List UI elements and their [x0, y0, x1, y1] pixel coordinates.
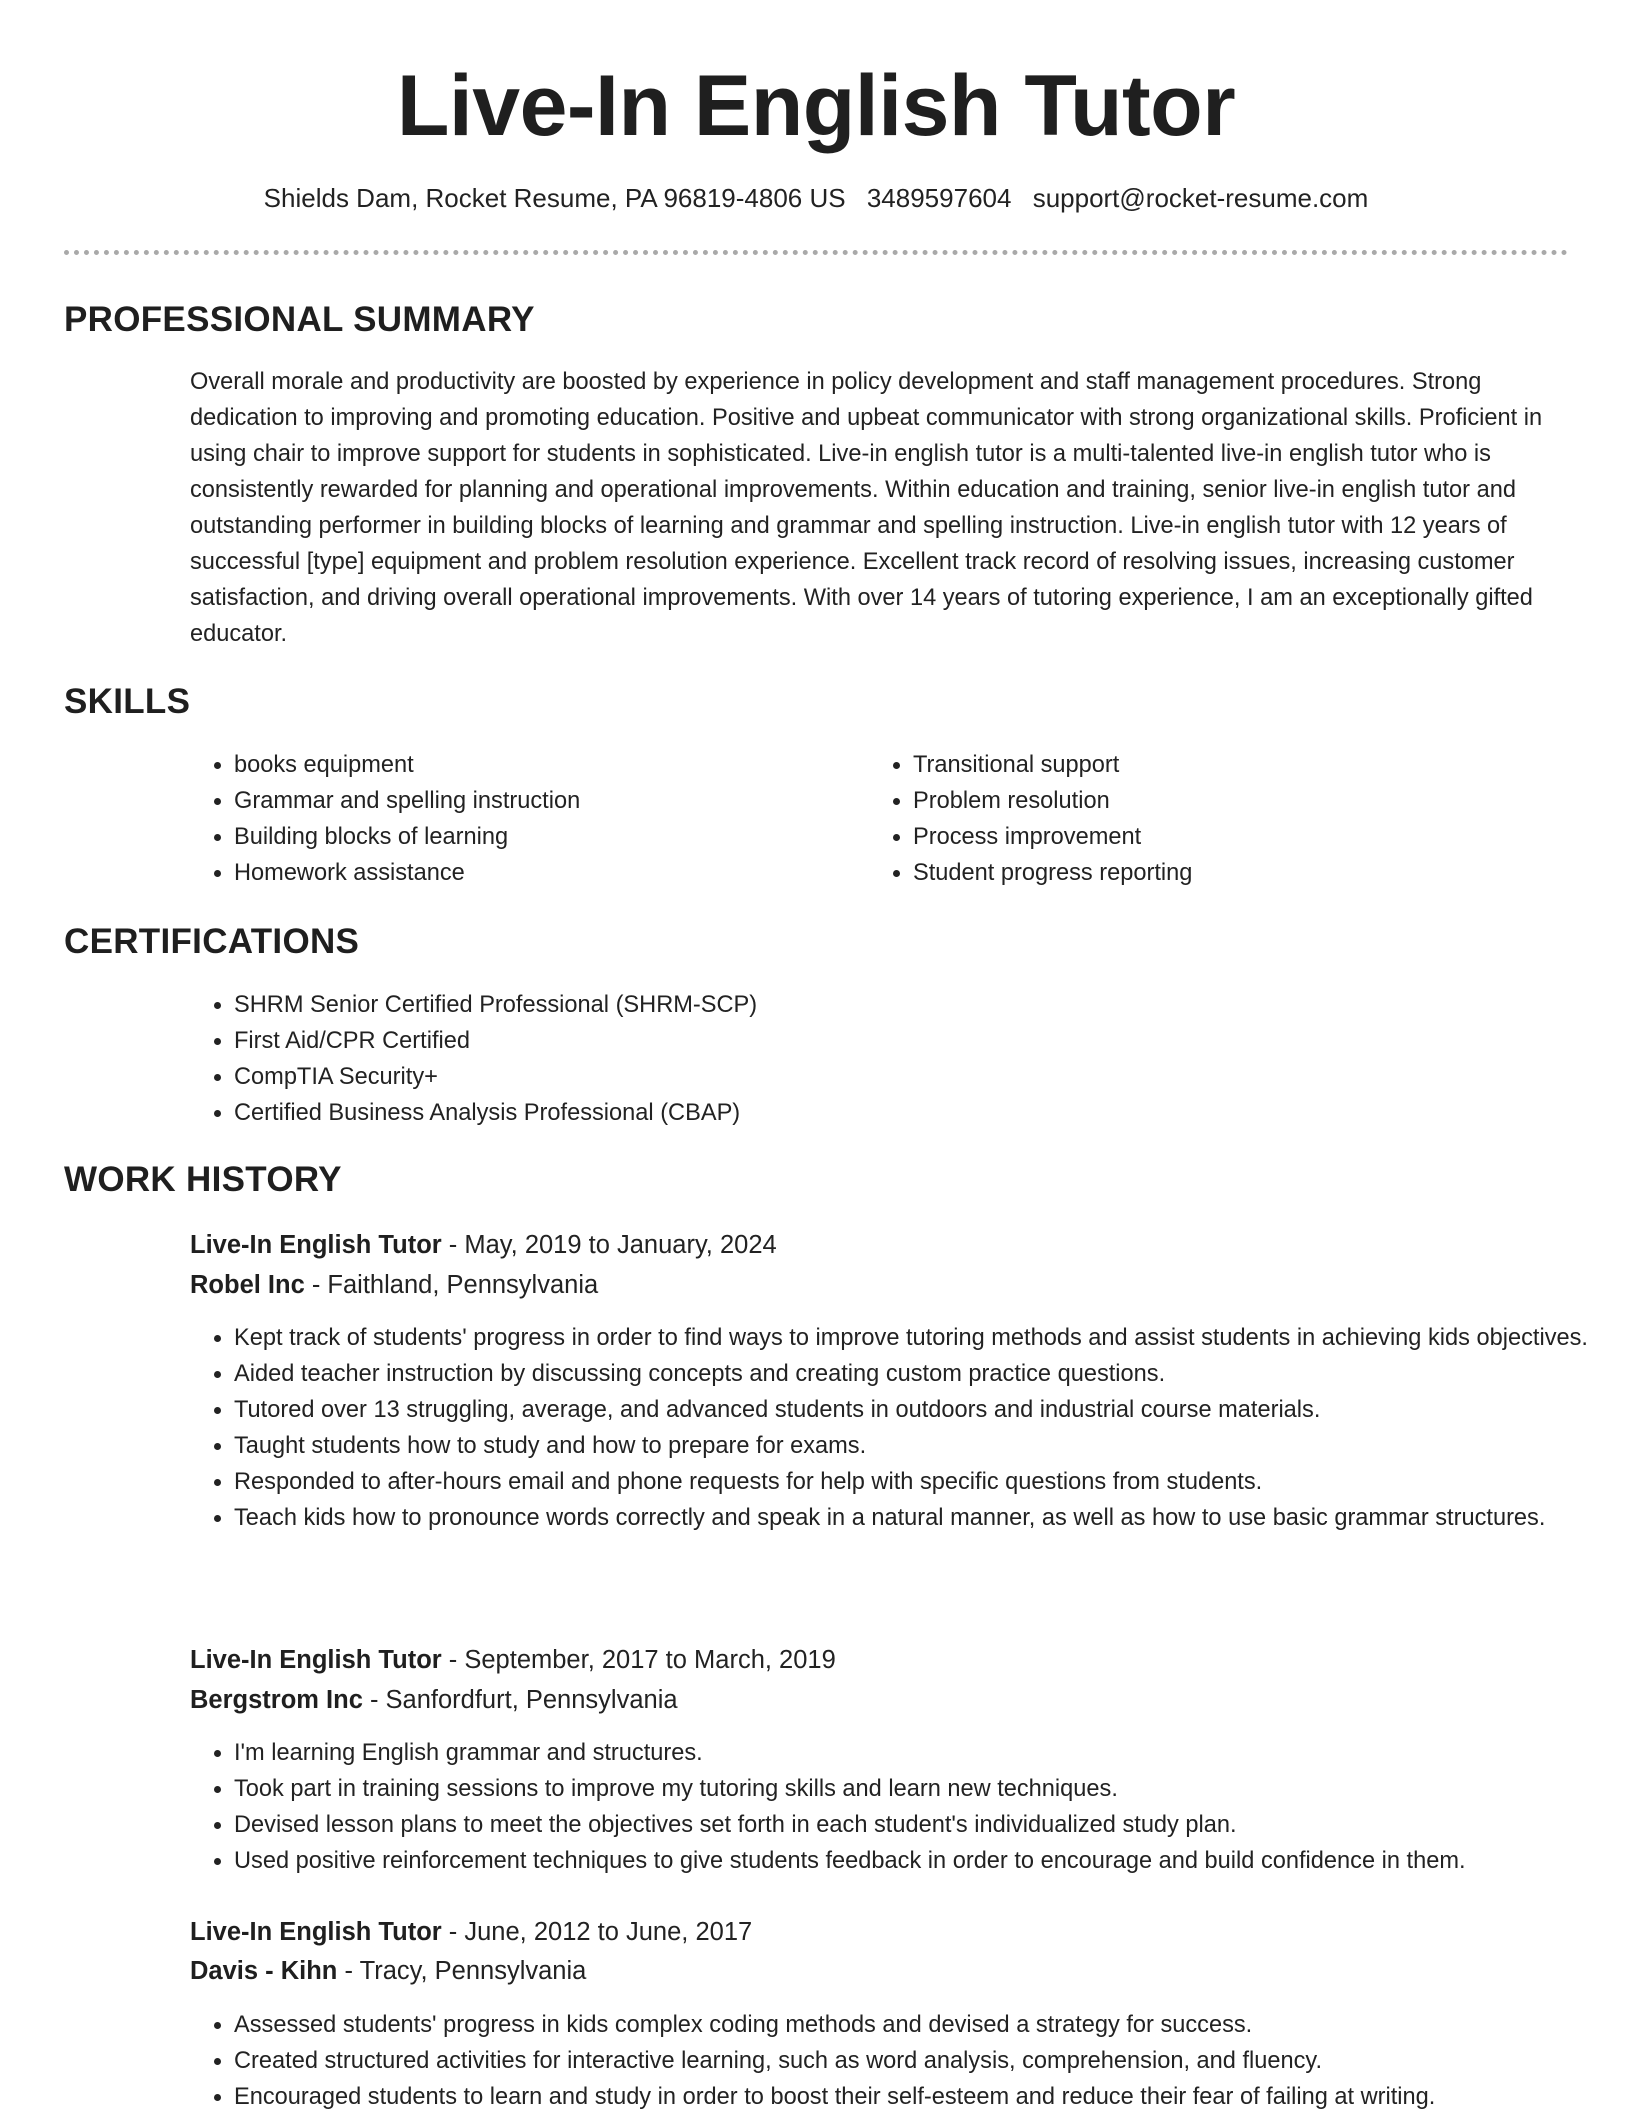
job-company: Davis - Kihn [190, 1957, 338, 1985]
contact-phone: 3489597604 [866, 183, 1012, 213]
job-title-line [190, 1227, 777, 1263]
job-bullets [190, 1320, 1606, 1536]
job-bullet: • Aided teacher instruction by discussing concepts and creating custom practice questions. [234, 1356, 1606, 1392]
job-location: - Faithland, Pennsylvania [304, 1271, 599, 1299]
job-location: - Tracy, Pennsylvania [337, 1957, 587, 1985]
job-title: Live-In English Tutor [190, 1646, 442, 1674]
skill-item: • Transitional support [913, 747, 1533, 783]
summary-text: Overall morale and productivity are boosted by experience in policy development and staff management procedures. Strong dedication to improving and promoting education. Positive and upbeat communicator with strong organizational skills. Proficient in using chair to improve support for students in sophisticated. Live-in english tutor is a multi-talented live-in english tutor who is consistently rewarded for planning and operational improvements. Within education and training, senior live-in english tutor and outstanding performer in building blocks of learning and grammar and spelling instruction. Live-in english tutor with 12 years of successful [type] equipment and problem resolution experience. Excellent track record of resolving issues, increasing customer satisfaction, and driving overall operational improvements. With over 14 years of tutoring experience, I am an exceptionally gifted educator. [190, 369, 1543, 647]
skill-item: • Process improvement [913, 819, 1533, 855]
job-company-line [190, 1953, 586, 1989]
job-dates: - May, 2019 to January, 2024 [441, 1231, 777, 1259]
skill-item: • books equipment [234, 747, 854, 783]
certifications-list [190, 987, 1434, 1131]
job-dates: - September, 2017 to March, 2019 [441, 1646, 836, 1674]
certification-item: • SHRM Senior Certified Professional (SHRM-SCP) [234, 987, 1434, 1023]
job-bullet: • Encouraged students to learn and study in order to boost their self-esteem and reduce their fear of failing at writing. [234, 2079, 1606, 2115]
job-title-line [190, 1642, 836, 1678]
header-divider [64, 250, 1568, 255]
skill-item: • Student progress reporting [913, 855, 1533, 891]
job-bullet: • Responded to after-hours email and phone requests for help with specific questions from students. [234, 1464, 1606, 1500]
job-bullet: • Tutored over 13 struggling, average, and advanced students in outdoors and industrial course materials. [234, 1392, 1606, 1428]
job-location: - Sanfordfurt, Pennsylvania [362, 1686, 678, 1714]
job-bullet: • I'm learning English grammar and structures. [234, 1735, 1606, 1771]
contact-email: support@rocket-resume.com [1032, 183, 1369, 213]
job-bullets [190, 1735, 1606, 1879]
job-bullet: • Devised lesson plans to meet the objectives set forth in each student's individualized study plan. [234, 1807, 1606, 1843]
certification-item: • Certified Business Analysis Professional (CBAP) [234, 1095, 1434, 1131]
job-title: Live-In English Tutor [190, 1231, 442, 1259]
job-bullet: • Kept track of students' progress in order to find ways to improve tutoring methods and assist students in achieving kids objectives. [234, 1320, 1606, 1356]
certifications-heading: CERTIFICATIONS [64, 922, 360, 961]
skill-item: • Homework assistance [234, 855, 854, 891]
job-company-line [190, 1682, 678, 1718]
job-title-line [190, 1914, 752, 1950]
job-bullet: • Teach kids how to pronounce words correctly and speak in a natural manner, as well as how to use basic grammar structures. [234, 1500, 1606, 1536]
resume-title: Live-In English Tutor [396, 58, 1236, 154]
certification-item: • First Aid/CPR Certified [234, 1023, 1434, 1059]
contact-line [0, 181, 1632, 215]
job-bullets [190, 2007, 1606, 2115]
skills-heading: SKILLS [64, 682, 191, 721]
job-dates: - June, 2012 to June, 2017 [441, 1918, 753, 1946]
job-title: Live-In English Tutor [190, 1918, 442, 1946]
job-company: Bergstrom Inc [190, 1686, 363, 1714]
skill-item: • Problem resolution [913, 783, 1533, 819]
job-company-line [190, 1267, 598, 1303]
skills-list-left [190, 747, 854, 891]
skills-list-right [869, 747, 1533, 891]
job-bullet: • Assessed students' progress in kids complex coding methods and devised a strategy for success. [234, 2007, 1606, 2043]
skill-item: • Building blocks of learning [234, 819, 854, 855]
job-bullet: • Took part in training sessions to improve my tutoring skills and learn new techniques. [234, 1771, 1606, 1807]
skill-item: • Grammar and spelling instruction [234, 783, 854, 819]
contact-address: Shields Dam, Rocket Resume, PA 96819-4806 US [263, 183, 846, 213]
job-bullet: • Used positive reinforcement techniques to give students feedback in order to encourage and build confidence in them. [234, 1843, 1606, 1879]
work-heading: WORK HISTORY [64, 1160, 342, 1199]
job-company: Robel Inc [190, 1271, 305, 1299]
certification-item: • CompTIA Security+ [234, 1059, 1434, 1095]
job-bullet: • Taught students how to study and how to prepare for exams. [234, 1428, 1606, 1464]
summary-heading: PROFESSIONAL SUMMARY [64, 300, 535, 339]
job-bullet: • Created structured activities for interactive learning, such as word analysis, comprehension, and fluency. [234, 2043, 1606, 2079]
